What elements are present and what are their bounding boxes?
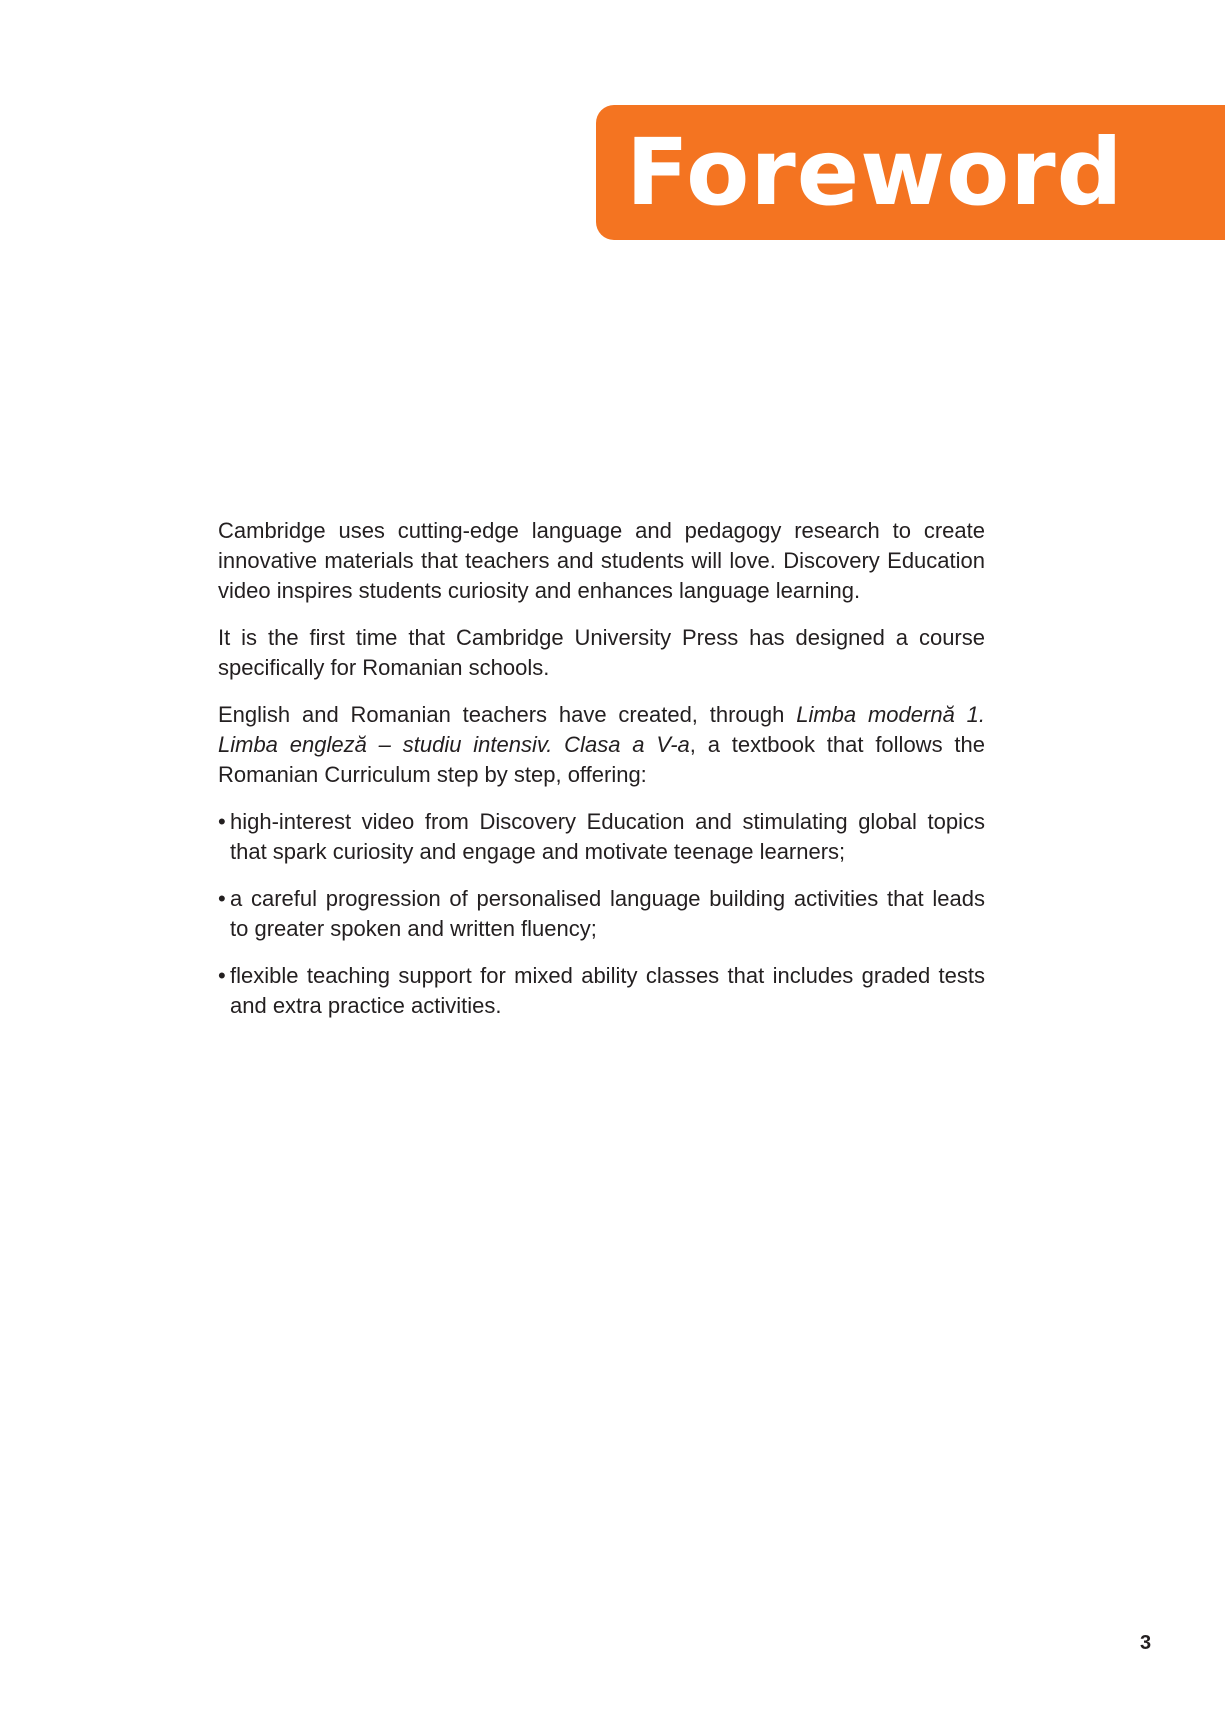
list-item-text: a careful progression of personalised language building activities that leads to greater spoken and written fluency; bbox=[230, 886, 985, 941]
feature-list bbox=[218, 807, 985, 1021]
paragraph-2: It is the first time that Cambridge University Press has designed a course specifically for Romanian schools. bbox=[218, 625, 985, 680]
list-item bbox=[218, 807, 985, 867]
bullet-icon: • bbox=[218, 963, 226, 988]
foreword-body bbox=[218, 516, 985, 1038]
list-item-text: high-interest video from Discovery Education and stimulating global topics that spark curiosity and engage and motivate teenage learners; bbox=[230, 809, 985, 864]
bullet-icon: • bbox=[218, 886, 226, 911]
list-item bbox=[218, 884, 985, 944]
page-number: 3 bbox=[1140, 1632, 1152, 1654]
bullet-icon: • bbox=[218, 809, 226, 834]
list-item bbox=[218, 961, 985, 1021]
paragraph-3 bbox=[218, 700, 985, 790]
paragraph-3-lead: English and Romanian teachers have created, through bbox=[218, 702, 797, 727]
title-banner bbox=[596, 105, 1225, 240]
book-title: Limba modernă 1. Limba engleză – studiu intensiv. Clasa a V-a bbox=[218, 702, 985, 757]
list-item-text: flexible teaching support for mixed ability classes that includes graded tests and extra practice activities. bbox=[230, 963, 985, 1018]
paragraph-3-tail: , a textbook that follows the Romanian Curriculum step by step, offering: bbox=[218, 732, 985, 787]
paragraph-1: Cambridge uses cutting-edge language and pedagogy research to create innovative materials that teachers and students will love. Discovery Education video inspires students curiosity and enhances language learning. bbox=[218, 518, 985, 603]
page-title: Foreword bbox=[626, 119, 1124, 226]
